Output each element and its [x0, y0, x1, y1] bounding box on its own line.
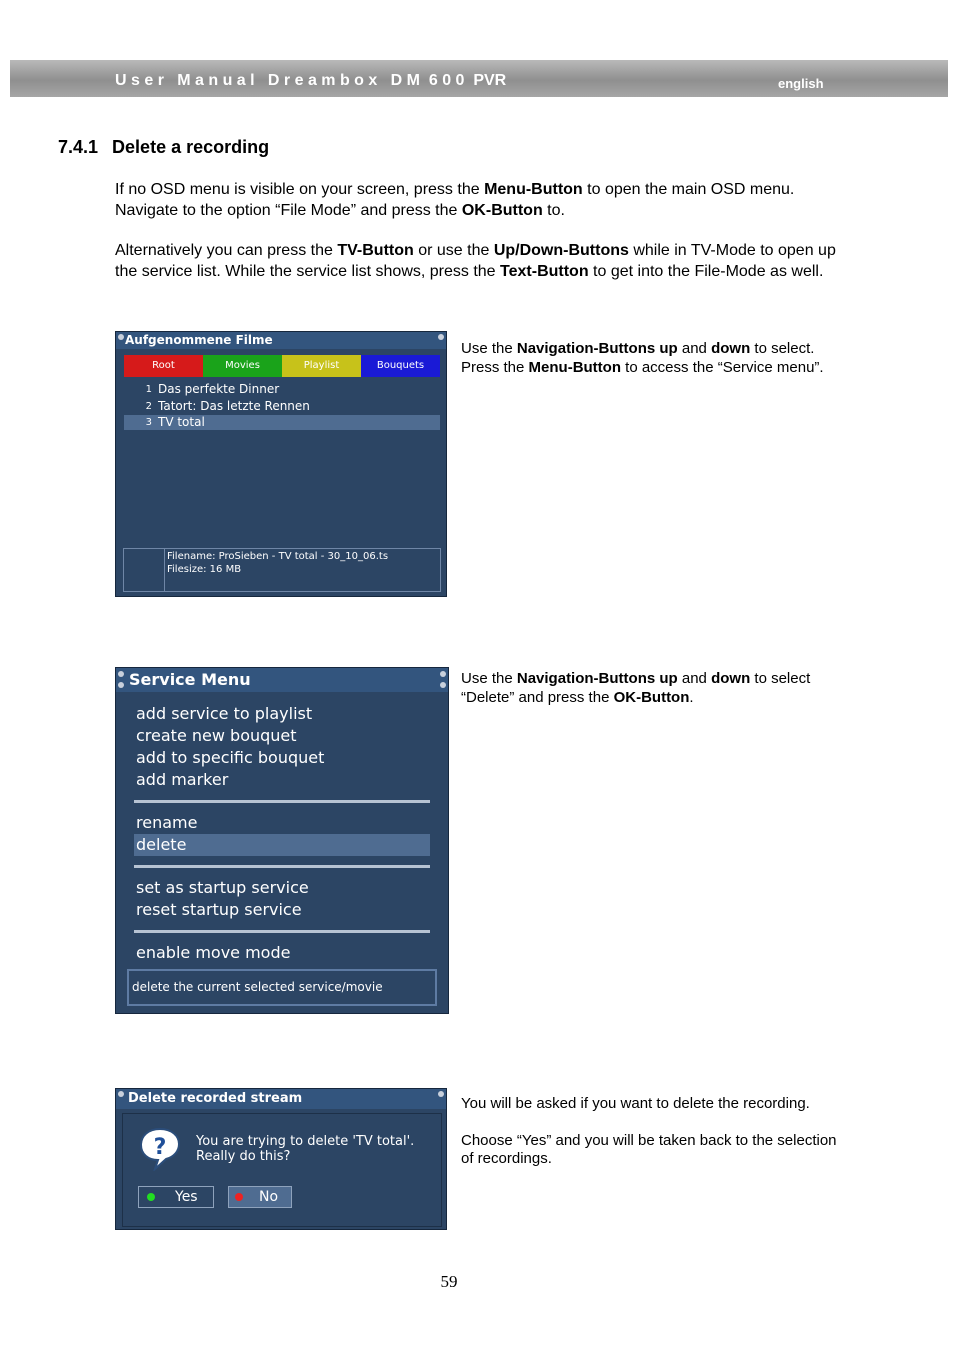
section-number: 7.4.1 — [58, 137, 99, 157]
status-help-box — [127, 969, 437, 1006]
delete-dialog-screen — [115, 1088, 447, 1230]
header-bar — [10, 60, 948, 97]
file-info-box — [123, 548, 441, 592]
corner-dot-icon — [438, 334, 444, 340]
menu-item-set-as-startup-service[interactable]: set as startup service — [136, 878, 309, 897]
no-button[interactable]: No — [228, 1186, 292, 1208]
tab-root[interactable]: Root — [124, 355, 203, 377]
menu-item-add-marker[interactable]: add marker — [136, 770, 229, 789]
corner-dot-icon — [118, 682, 124, 688]
menu-separator — [134, 800, 430, 803]
list-item[interactable]: 1 Das perfekte Dinner — [145, 382, 280, 396]
red-dot-icon — [235, 1193, 243, 1201]
menu-separator — [134, 865, 430, 868]
section-heading — [58, 137, 269, 158]
color-tabs — [124, 355, 440, 378]
instruction-3: You will be asked if you want to delete the recording. Choose “Yes” and you will be taken back to the selection of recordings. — [461, 1095, 837, 1167]
menu-item-create-new-bouquet[interactable]: create new bouquet — [136, 726, 297, 745]
corner-dot-icon — [438, 1091, 444, 1097]
recordings-screen — [115, 331, 447, 597]
corner-dot-icon — [440, 682, 446, 688]
section-title: Delete a recording — [112, 137, 270, 157]
paragraph-2: Alternatively you can press the TV-Button or use the Up/Down-Buttons while in TV-Mode to open up the service list. While the service list shows, press the Text-Button to get into the File-Mode as well. — [115, 242, 836, 280]
list-item[interactable]: 2 Tatort: Das letzte Rennen — [145, 399, 310, 413]
yes-button[interactable]: Yes — [138, 1186, 214, 1208]
tab-bouquets[interactable]: Bouquets — [361, 355, 440, 377]
corner-dot-icon — [440, 671, 446, 677]
manual-title: U s e r M a n u a l D r e a m b o x D M 6 0 0 PVR — [115, 72, 507, 89]
corner-dot-icon — [118, 334, 124, 340]
language-label: english — [778, 76, 824, 91]
menu-item-add-to-specific-bouquet[interactable]: add to specific bouquet — [136, 748, 325, 767]
green-dot-icon — [147, 1193, 155, 1201]
delete-dialog-title: Delete recorded stream — [116, 1089, 446, 1109]
list-item-selected[interactable]: 3 TV total — [124, 415, 440, 430]
question-icon — [139, 1127, 181, 1171]
menu-item-reset-startup-service[interactable]: reset startup service — [136, 900, 302, 919]
recordings-list — [124, 382, 440, 482]
paragraph-1: If no OSD menu is visible on your screen, press the Menu-Button to open the main OSD menu. Navigate to the option “File Mode” and press the OK-Button to. — [115, 181, 795, 219]
recordings-screen-title: Aufgenommene Filme — [116, 332, 446, 349]
service-menu-title: Service Menu — [116, 668, 448, 692]
corner-dot-icon — [118, 671, 124, 677]
svg-text:?: ? — [153, 1135, 167, 1160]
instruction-1: Use the Navigation-Buttons up and down to select. Press the Menu-Button to access the “Service menu”. — [461, 340, 824, 376]
menu-item-delete[interactable]: delete — [134, 834, 430, 856]
instruction-2: Use the Navigation-Buttons up and down to select “Delete” and press the OK-Button. — [461, 670, 811, 706]
menu-item-add-service-to-playlist[interactable]: add service to playlist — [136, 704, 313, 723]
file-name-text: Filename: ProSieben - TV total - 30_10_06.ts — [167, 551, 389, 562]
corner-dot-icon — [118, 1091, 124, 1097]
service-menu-screen — [115, 667, 449, 1014]
menu-item-rename[interactable]: rename — [136, 813, 198, 832]
menu-item-enable-move-mode[interactable]: enable move mode — [136, 943, 291, 962]
dialog-message: You are trying to delete 'TV total'. Really do this? — [196, 1134, 415, 1164]
page-number: 59 — [440, 1272, 458, 1291]
status-help-text: delete the current selected service/movie — [132, 980, 383, 994]
tab-playlist[interactable]: Playlist — [282, 355, 361, 377]
tab-movies[interactable]: Movies — [203, 355, 282, 377]
menu-separator — [134, 930, 430, 933]
file-size-text: Filesize: 16 MB — [167, 564, 242, 575]
